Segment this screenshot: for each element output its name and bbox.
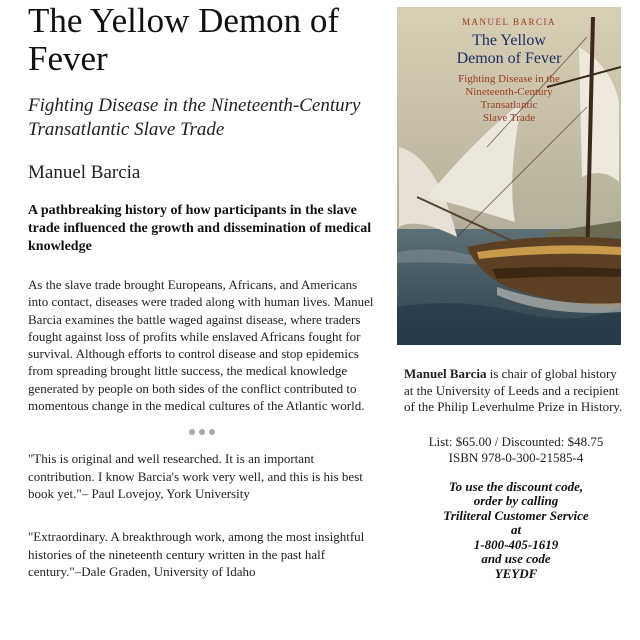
review-quote: "This is original and well researched. It is an important contribution. I know Barcia's work very well, and this is his best book yet."– Paul Lovejoy, York University	[28, 451, 363, 501]
book-description: As the slave trade brought Europeans, Africans, and Americans into contact, diseases were traded along with human lives. Manuel Barcia examines the battle waged against disease, where traders fought against loss of profits while enslaved Africans fought for survival. Although efforts to control disease and stop epidemics from spreading brought little success, the medical knowledge generated by people on both sides of the conflict contributed to momentous change in the medical cultures of the Atlantic world.	[28, 277, 374, 414]
book-tagline: A pathbreaking history of how participants in the slave trade influenced the growth and dissemination of medical knowledge	[28, 203, 372, 254]
cover-title: The Yellow Demon of Fever	[456, 32, 562, 67]
book-subtitle: Fighting Disease in the Nineteenth-Century Transatlantic Slave Trade	[28, 95, 361, 140]
review-quote: "Extraordinary. A breakthrough work, among the most insightful histories of the nineteenth century written in the past half century."–Dale Graden, University of Idaho	[28, 529, 365, 579]
cover-author: MANUEL BARCIA	[462, 17, 556, 27]
author-bio	[404, 366, 628, 416]
author-bio-name: Manuel Barcia	[404, 366, 487, 381]
book-title: The Yellow Demon of Fever	[28, 1, 340, 78]
book-info	[28, 0, 376, 580]
sidebar-info	[404, 366, 628, 581]
cover-text	[397, 17, 621, 125]
discount-instructions: To use the discount code, order by calling Triliteral Customer Service at 1-800-405-1619 and use code YEYDF	[404, 480, 628, 582]
book-author: Manuel Barcia	[28, 162, 141, 183]
price-text: List: $65.00 / Discounted: $48.75	[428, 433, 604, 449]
phone-number: 1-800-405-1619	[473, 536, 559, 552]
author-bio-text: is chair of global history at the University of Leeds and a recipient of the Philip Leverhulme Prize in History.	[404, 366, 623, 414]
isbn-text: ISBN 978-0-300-21585-4	[448, 449, 584, 465]
pricing	[404, 434, 628, 466]
cover-subtitle: Fighting Disease in the Nineteenth-Century Transatlantic Slave Trade	[458, 73, 560, 124]
discount-code: YEYDF	[494, 565, 538, 581]
book-cover-image	[397, 7, 621, 345]
separator-dots	[28, 422, 376, 438]
